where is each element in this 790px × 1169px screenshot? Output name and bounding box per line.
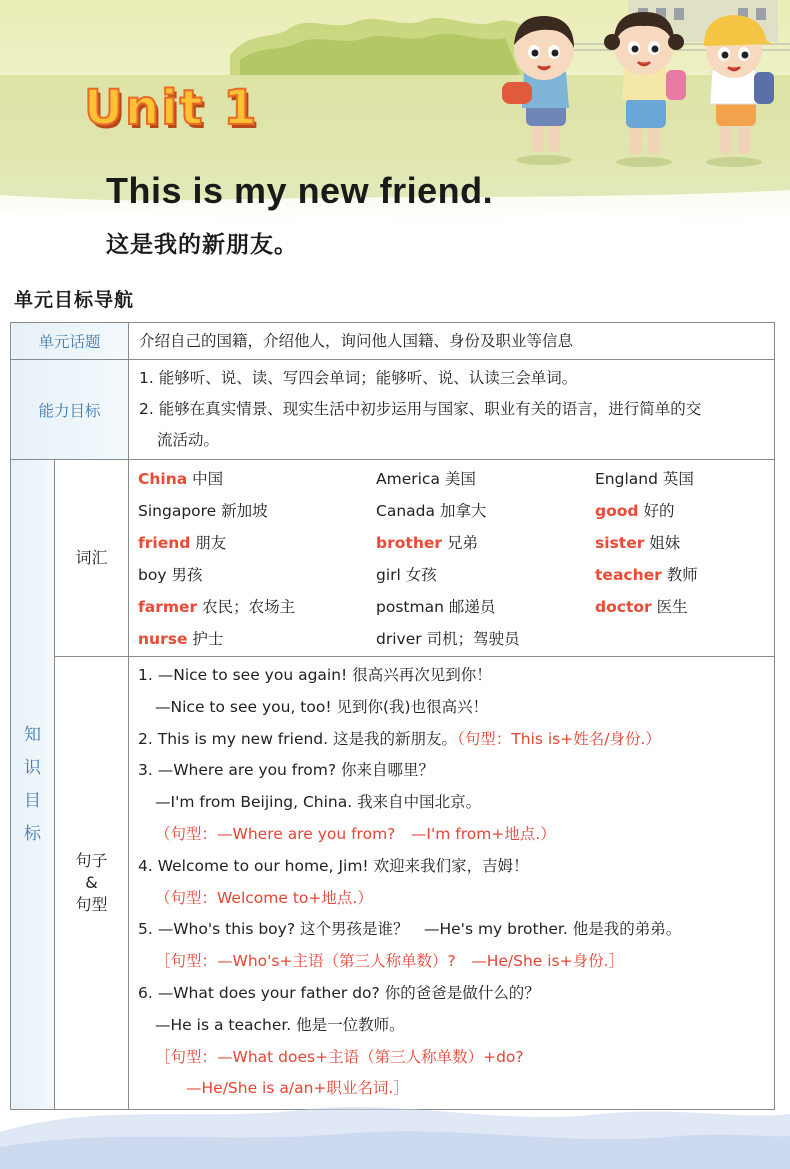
- vocab-chinese: 护士: [192, 630, 224, 648]
- vocab-english: friend: [138, 534, 191, 552]
- sentence-pattern: —He/She is a/an+职业名词.］: [155, 1079, 409, 1098]
- sentence-pattern: （句型：—Where are you from? —I'm from+地点.）: [155, 824, 556, 843]
- vocab-item: [376, 559, 595, 591]
- vocab-english: postman: [376, 598, 444, 616]
- girl-figure: [604, 12, 686, 167]
- vocab-chinese: 女孩: [405, 566, 437, 584]
- unit-title: Unit 1: [84, 80, 259, 136]
- knowledge-label-char: 标: [24, 823, 41, 844]
- vocab-item: [138, 463, 376, 495]
- vocab-chinese: 中国: [192, 470, 224, 488]
- sentence-content: [129, 657, 775, 1110]
- knowledge-label-char: 目: [24, 790, 41, 811]
- vocab-chinese: 美国: [444, 470, 476, 488]
- vocab-item: [595, 495, 774, 527]
- sentence-line: [138, 946, 774, 978]
- lesson-title-chinese: 这是我的新朋友。: [106, 232, 298, 258]
- page-header: [0, 0, 790, 265]
- sentence-list: [138, 660, 774, 1105]
- topic-text: 介绍自己的国籍，介绍他人，询问他人国籍、身份及职业等信息: [129, 323, 775, 360]
- vocab-english: Canada: [376, 502, 435, 520]
- sentence-text: 1. —Nice to see you again! 很高兴再次见到你！: [138, 666, 492, 684]
- sentence-line: [138, 660, 774, 692]
- vocab-chinese: 农民；农场主: [202, 598, 296, 616]
- sentence-text: —Nice to see you, too! 见到你(我)也很高兴！: [155, 697, 489, 716]
- vocab-chinese: 男孩: [171, 566, 203, 584]
- ability-item: 2. 能够在真实情景、现实生活中初步运用与国家、职业有关的语言，进行简单的交: [139, 400, 702, 418]
- sentence-text: 3. —Where are you from? 你来自哪里？: [138, 761, 435, 780]
- vocab-chinese: 加拿大: [439, 502, 487, 520]
- sentence-line: [138, 692, 774, 724]
- sentence-row: [11, 657, 775, 1110]
- vocab-english: boy: [138, 566, 167, 584]
- vocab-english: teacher: [595, 566, 662, 584]
- vocab-item: [376, 527, 595, 559]
- sentence-pattern: （句型：This is+姓名/身份.）: [457, 729, 661, 748]
- vocab-label: 词汇: [55, 460, 129, 657]
- vocab-chinese: 司机；驾驶员: [426, 630, 520, 648]
- vocab-item: [138, 527, 376, 559]
- vocab-grid: [138, 463, 774, 655]
- vocab-chinese: 新加坡: [221, 502, 268, 520]
- knowledge-goal-label: [11, 460, 55, 1110]
- lesson-title-english: This is my new friend.: [106, 170, 494, 211]
- vocab-chinese: 朋友: [195, 534, 227, 552]
- sentence-line: [138, 1010, 774, 1042]
- vocab-item: [595, 559, 774, 591]
- vocab-chinese: 好的: [643, 502, 675, 520]
- vocab-content: [129, 460, 775, 657]
- sentence-pattern: ［句型：—Who's+主语（第三人称单数）? —He/She is+身份.］: [155, 952, 625, 971]
- vocab-chinese: 姐妹: [649, 534, 681, 552]
- sentence-line: [138, 819, 774, 851]
- vocab-item: [595, 527, 774, 559]
- sentence-text: 4. Welcome to our home, Jim! 欢迎来我们家，吉姆！: [138, 856, 529, 875]
- vocab-english: nurse: [138, 630, 188, 648]
- vocab-english: girl: [376, 566, 401, 584]
- boy-with-cap-figure: [704, 15, 774, 167]
- ability-item: 1. 能够听、说、读、写四会单词；能够听、说、认读三会单词。: [139, 369, 578, 387]
- vocab-item: [138, 623, 376, 655]
- sentence-text: —I'm from Beijing, China. 我来自中国北京。: [155, 793, 482, 812]
- sentence-label-line: 句型: [75, 895, 108, 915]
- vocab-english: brother: [376, 534, 443, 552]
- vocab-chinese: 医生: [656, 598, 688, 616]
- sentence-line: [138, 883, 774, 915]
- ability-row: [11, 360, 775, 460]
- knowledge-label-char: 识: [24, 757, 41, 778]
- vocab-chinese: 教师: [666, 566, 698, 584]
- sentence-line: [138, 851, 774, 883]
- vocab-english: China: [138, 470, 188, 488]
- unit-goal-table: [10, 322, 775, 1110]
- vocab-item: [376, 495, 595, 527]
- sentence-text: 2. This is my new friend. 这是我的新朋友。: [138, 729, 457, 748]
- vocab-english: sister: [595, 534, 645, 552]
- vocab-english: farmer: [138, 598, 198, 616]
- sentence-line: [138, 1042, 774, 1074]
- vocab-item: [595, 623, 774, 655]
- vocab-english: America: [376, 470, 440, 488]
- sentence-line: [138, 724, 774, 756]
- vocab-english: driver: [376, 630, 422, 648]
- vocab-item: [595, 463, 774, 495]
- unit-goal-nav-heading: 单元目标导航: [14, 289, 135, 311]
- vocab-english: Singapore: [138, 502, 217, 520]
- sentence-line: [138, 914, 774, 946]
- sentence-label-line: 句子: [75, 851, 108, 871]
- vocab-item: [376, 591, 595, 623]
- vocab-item: [138, 559, 376, 591]
- vocab-chinese: 英国: [662, 470, 694, 488]
- vocab-item: [376, 463, 595, 495]
- sentence-line: [138, 978, 774, 1010]
- sentence-label-amp: &: [85, 873, 98, 893]
- sentence-line: [138, 787, 774, 819]
- vocab-chinese: 邮递员: [448, 598, 496, 616]
- vocab-english: good: [595, 502, 639, 520]
- ability-item: 流活动。: [157, 431, 220, 449]
- boy-with-backpack-figure: [502, 16, 574, 165]
- sentence-pattern: ［句型：—What does+主语（第三人称单数）+do?: [155, 1047, 524, 1066]
- vocab-english: doctor: [595, 598, 652, 616]
- footer-watercolor: [0, 1092, 790, 1169]
- ability-label: 能力目标: [11, 360, 129, 460]
- sentence-line: [138, 755, 774, 787]
- sentence-text: 6. —What does your father do? 你的爸爸是做什么的？: [138, 983, 540, 1002]
- vocab-chinese: 兄弟: [446, 534, 478, 552]
- vocab-item: [595, 591, 774, 623]
- vocab-item: [376, 623, 595, 655]
- topic-row: [11, 323, 775, 360]
- ability-content: [129, 360, 775, 460]
- vocab-item: [138, 591, 376, 623]
- vocab-item: [138, 495, 376, 527]
- vocab-english: England: [595, 470, 658, 488]
- sentence-text: —He is a teacher. 他是一位教师。: [155, 1015, 405, 1034]
- knowledge-label-char: 知: [24, 724, 41, 745]
- sentence-pattern: （句型：Welcome to+地点.）: [155, 888, 373, 907]
- sentence-text: 5. —Who's this boy? 这个男孩是谁？ —He's my brother. 他是我的弟弟。: [138, 920, 682, 939]
- children-illustration: [454, 0, 784, 170]
- sentence-pattern-label: [55, 657, 129, 1110]
- topic-label: 单元话题: [11, 323, 129, 360]
- vocab-row: [11, 460, 775, 657]
